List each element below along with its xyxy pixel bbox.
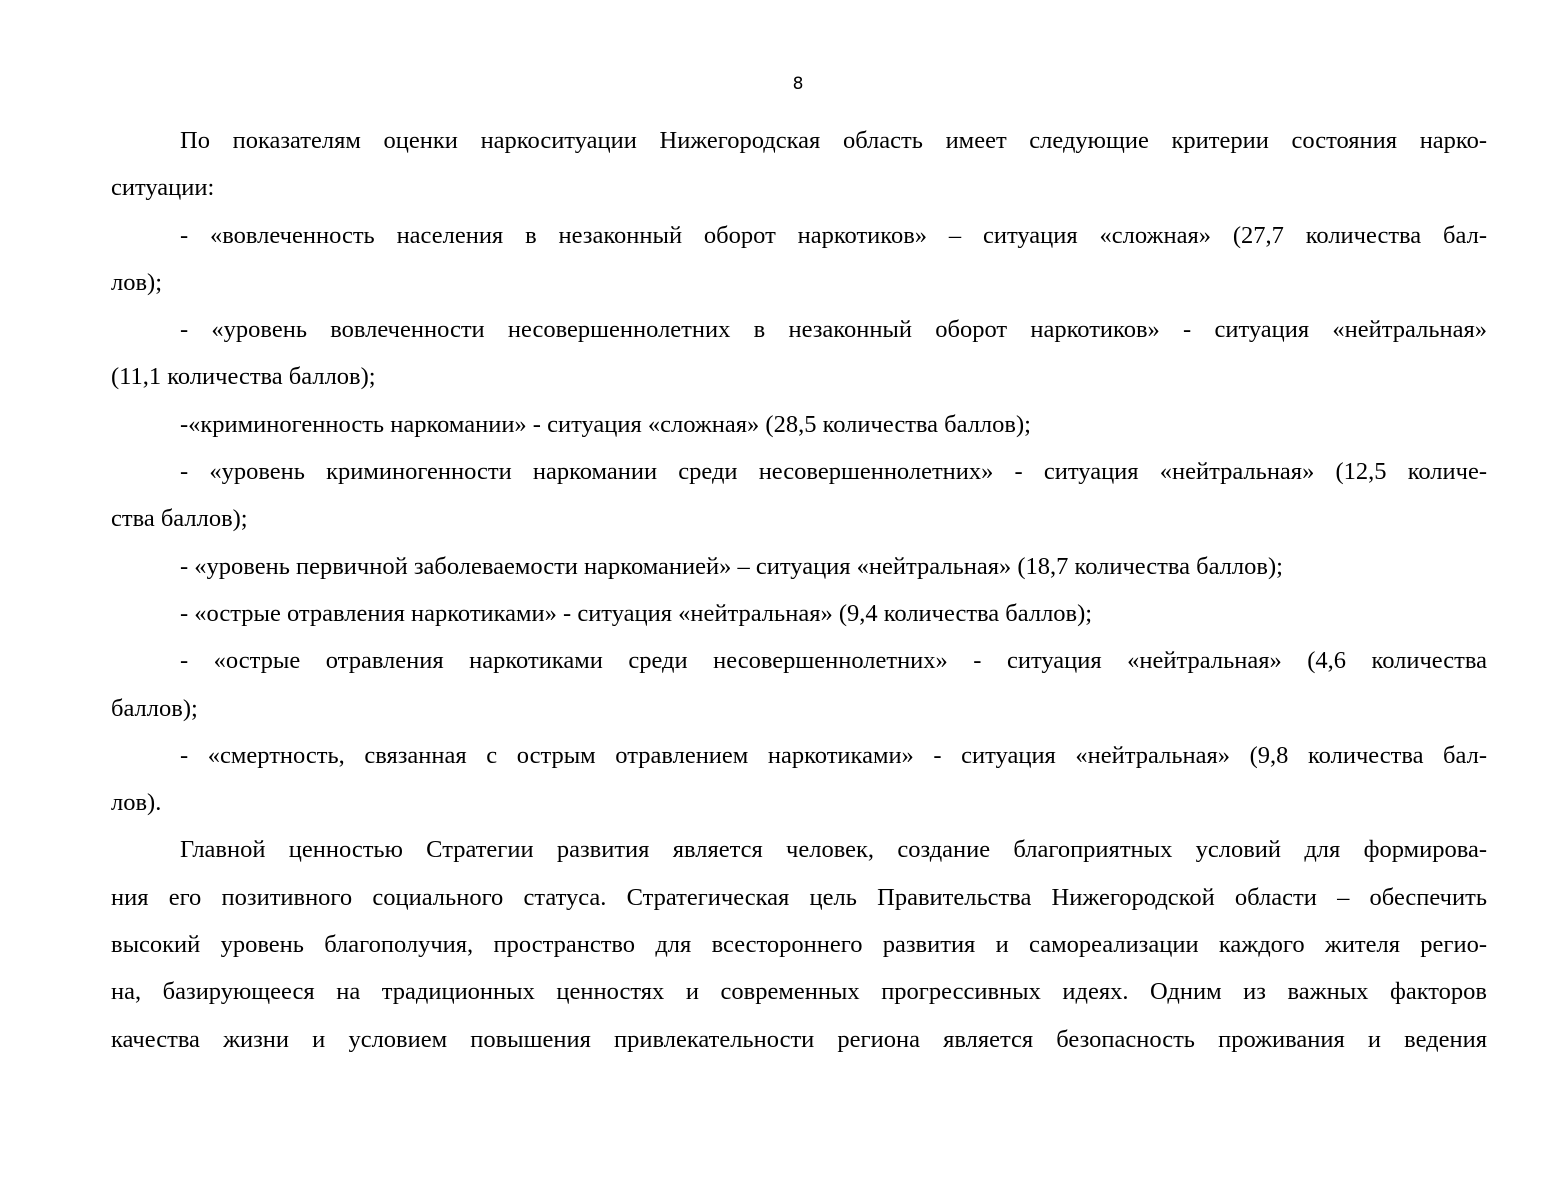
paragraph	[111, 212, 1487, 307]
text-line: на, базирующееся на традиционных ценностях и современных прогрессивных идеях. Одним из важных факторов	[111, 978, 1487, 1006]
text-line: - «уровень первичной заболеваемости наркоманией» – ситуация «нейтральная» (18,7 количества баллов);	[180, 552, 1283, 580]
paragraph	[111, 543, 1487, 590]
text-line: Главной ценностью Стратегии развития является человек, создание благоприятных условий для формирова-	[180, 836, 1487, 864]
text-line: качества жизни и условием повышения привлекательности региона является безопасность проживания и ведения	[111, 1025, 1487, 1053]
text-line: (11,1 количества баллов);	[111, 363, 376, 391]
paragraph	[111, 401, 1487, 448]
text-line: ситуации:	[111, 174, 215, 202]
paragraph	[111, 732, 1487, 827]
text-line: ния его позитивного социального статуса. Стратегическая цель Правительства Нижегородской области – обеспечить	[111, 883, 1487, 911]
paragraph	[111, 306, 1487, 401]
text-line: - «острые отравления наркотиками среди несовершеннолетних» - ситуация «нейтральная» (4,6 количества	[180, 647, 1487, 675]
text-line: - «смертность, связанная с острым отравлением наркотиками» - ситуация «нейтральная» (9,8 количества бал-	[180, 741, 1487, 769]
paragraph	[111, 637, 1487, 732]
paragraph	[111, 590, 1487, 637]
text-line: баллов);	[111, 694, 198, 722]
text-line: - «уровень криминогенности наркомании среди несовершеннолетних» - ситуация «нейтральная» (12,5 количе-	[180, 458, 1487, 486]
text-line: ства баллов);	[111, 505, 248, 533]
text-line: лов);	[111, 268, 163, 296]
text-line: лов).	[111, 789, 162, 817]
page-number: 8	[792, 74, 804, 94]
text-line: - «острые отравления наркотиками» - ситуация «нейтральная» (9,4 количества баллов);	[180, 599, 1093, 627]
text-line: высокий уровень благополучия, пространство для всестороннего развития и самореализации каждого жителя регио-	[111, 931, 1487, 959]
document-body	[111, 117, 1487, 1063]
paragraph	[111, 117, 1487, 212]
text-line: -«криминогенность наркомании» - ситуация «сложная» (28,5 количества баллов);	[180, 410, 1031, 438]
paragraph	[111, 448, 1487, 543]
text-line: - «уровень вовлеченности несовершеннолетних в незаконный оборот наркотиков» - ситуация «нейтральная»	[180, 316, 1487, 344]
paragraph	[111, 826, 1487, 1062]
text-line: - «вовлеченность населения в незаконный оборот наркотиков» – ситуация «сложная» (27,7 количества бал-	[180, 221, 1487, 249]
text-line: По показателям оценки наркоситуации Нижегородская область имеет следующие критерии состояния нарко-	[180, 127, 1487, 154]
